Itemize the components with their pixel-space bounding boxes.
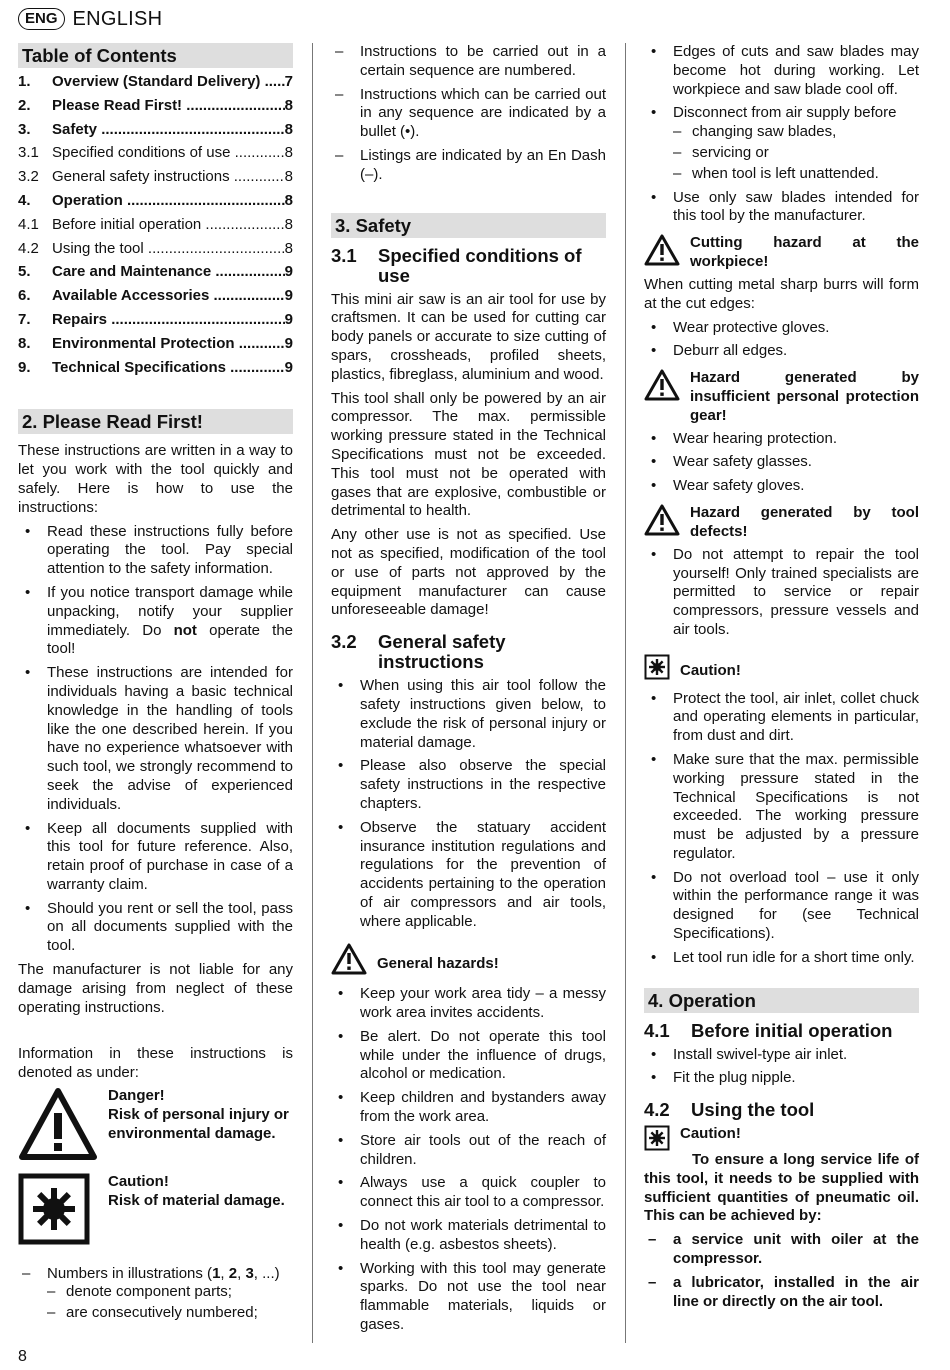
- caution-warning: Caution!: [644, 654, 919, 686]
- toc-page: 9: [284, 310, 293, 328]
- list-item: • When using this air tool follow the safety instructions given below, to exclude the risk of personal injury or material damage.: [331, 677, 606, 752]
- toc-heading: Table of Contents: [18, 43, 293, 68]
- toc-number: 3.2: [18, 168, 39, 186]
- toc-entry: [18, 260, 293, 284]
- toc-number: 4.2: [18, 239, 39, 257]
- oil-supply-options: [644, 1231, 919, 1311]
- cutting-hazard-warning: Cutting hazard at the workpiece!: [644, 234, 919, 272]
- list-item: – changing saw blades,: [673, 123, 919, 142]
- list-item: • Install swivel-type air inlet.: [644, 1046, 919, 1065]
- caution-gear-icon: [644, 654, 670, 686]
- instruction-conventions: [331, 43, 606, 185]
- toc-page: 9: [284, 287, 293, 305]
- toc-number: 6.: [18, 287, 31, 305]
- danger-legend: [18, 1087, 293, 1167]
- list-item: • If you notice transport damage while unpacking, notify your supplier immediately. Do not operate the tool!: [18, 584, 293, 659]
- toc-number: 2.: [18, 96, 31, 114]
- toc-number: 3.: [18, 120, 31, 138]
- page-number: 8: [18, 1348, 27, 1365]
- list-item: • Wear hearing protection.: [644, 430, 919, 449]
- toc-entry: [18, 308, 293, 332]
- ppe-hazard-warning: Hazard generated by insufficient personal protection gear!: [644, 369, 919, 425]
- caution-gear-icon: [18, 1173, 108, 1251]
- list-item: • Always use a quick coupler to connect this air tool to a compressor.: [331, 1174, 606, 1212]
- list-item: • Keep your work area tidy – a messy work area invites accidents.: [331, 985, 606, 1023]
- general-hazards-bullets: [331, 985, 606, 1335]
- list-item: • Please also observe the special safety instructions in the respective chapters.: [331, 757, 606, 813]
- language-label: ENGLISH: [72, 7, 163, 30]
- numbers-sublist: [47, 1283, 293, 1323]
- general-safety-bullets: [331, 677, 606, 931]
- list-item: • Do not attempt to repair the tool yourself! Only trained specialists are permitted to service or repair compressors, pressure vessels and air tools.: [644, 546, 919, 640]
- toc-number: 1.: [18, 73, 31, 90]
- list-item: • Wear safety gloves.: [644, 477, 919, 496]
- list-item: • Keep all documents supplied with this tool for future reference. Also, retain proof of purchase in case of a warranty claim.: [18, 820, 293, 895]
- list-item: • Observe the statuary accident insurance institution regulations and regulations for the prevention of accidents pertaining to the operation of air compressors and air tools, where applicable.: [331, 819, 606, 932]
- caution-bullets: [644, 690, 919, 968]
- section-heading-operation: 4. Operation: [644, 988, 919, 1013]
- read-first-bullets: [18, 523, 293, 957]
- list-item: • Deburr all edges.: [644, 342, 919, 361]
- toc-entry: [18, 94, 293, 118]
- ppe-bullets: [644, 430, 919, 496]
- info-intro: Information in these instructions is denoted as under:: [18, 1045, 293, 1082]
- toc-entry: [18, 213, 293, 237]
- liability-note: The manufacturer is not liable for any damage arising from neglect of these operating instructions.: [18, 961, 293, 1016]
- toc-number: 7.: [18, 310, 31, 328]
- warning-triangle-icon: [644, 504, 680, 542]
- toc-page: 8: [284, 239, 293, 257]
- section-heading-read-first: 2. Please Read First!: [18, 409, 293, 434]
- toc-title: General safety instructions .....: [52, 165, 285, 189]
- toc-page: 7: [284, 73, 293, 90]
- toc-page: 8: [284, 191, 293, 209]
- list-item: • Do not work materials detrimental to health (e.g. asbestos sheets).: [331, 1217, 606, 1255]
- subheading-general-safety: 3.2 General safety instructions: [331, 631, 506, 673]
- list-item: – Numbers in illustrations (1, 2, 3, ...) – denote component parts; – are consecutively numbered;: [18, 1265, 293, 1323]
- column-divider: [625, 43, 626, 1343]
- toc-title: Operation .....: [52, 189, 285, 213]
- toc-title: Technical Specifications .....: [52, 356, 285, 380]
- toc-title: Please Read First! .....: [52, 94, 285, 118]
- numbers-list: [18, 1265, 293, 1323]
- paragraph: This mini air saw is an air tool for use by craftsmen. It can be used for cutting car body panels or accurate to size cutting of spars, crossheads, profiled sheets, plastics, fibreglass, aluminium and wood.: [331, 290, 606, 383]
- toc-title: Repairs .....: [52, 308, 285, 332]
- toc-title: Available Accessories .....: [52, 284, 285, 308]
- using-caution-text: To ensure a long service life of this tool, it needs to be supplied with sufficient quantities of pneumatic oil. This can be achieved by:: [644, 1151, 919, 1225]
- toc-entry: [18, 189, 293, 213]
- toc-number: 9.: [18, 358, 31, 376]
- toc-title: Using the tool .....: [52, 237, 285, 261]
- list-item: • Protect the tool, air inlet, collet chuck and operating elements in particular, from dust and dirt.: [644, 690, 919, 746]
- column-divider: [312, 43, 313, 1343]
- toc-number: 5.: [18, 263, 31, 281]
- toc-page: 8: [284, 215, 293, 233]
- list-item: – denote component parts;: [47, 1283, 293, 1302]
- toc-number: 4.: [18, 191, 31, 209]
- toc-title: Safety .....: [52, 118, 285, 142]
- warning-triangle-icon: [644, 234, 680, 272]
- caution-legend-text: [108, 1173, 285, 1251]
- list-item: • Fit the plug nipple.: [644, 1069, 919, 1088]
- toc-entry: [18, 332, 293, 356]
- cutting-bullets: [644, 319, 919, 362]
- toc-page: 8: [284, 96, 293, 114]
- list-item: – Listings are indicated by an En Dash (–).: [331, 147, 606, 185]
- danger-triangle-icon: [18, 1087, 108, 1167]
- toc-page: 8: [284, 168, 293, 186]
- list-item: • Wear safety glasses.: [644, 453, 919, 472]
- toc-page: 8: [284, 120, 293, 138]
- defect-hazard-warning: Hazard generated by tool defects!: [644, 504, 919, 542]
- toc-entry: [18, 118, 293, 142]
- disconnect-sublist: [673, 123, 919, 183]
- caution-title: Caution!: [108, 1172, 169, 1190]
- toc-number: 3.1: [18, 144, 39, 162]
- safety-bullets-a: [644, 43, 919, 226]
- list-item: • Use only saw blades intended for this tool by the manufacturer.: [644, 189, 919, 227]
- list-item: • These instructions are intended for individuals having a basic technical knowledge in the handling of tools like the one described herein. If you have no experience whatsoever with such tool, we strongly recommend to seek the advise of experienced individuals.: [18, 664, 293, 814]
- subheading-specified-use: 3.1 Specified conditions of use: [331, 244, 582, 286]
- paragraph: Any other use is not as specified. Use not as specified, modification of the tool or use of parts not approved by the equipment manufacturer can cause unforeseeable damage!: [331, 526, 606, 619]
- toc-page: 8: [284, 144, 293, 162]
- list-item: • Edges of cuts and saw blades may become hot during working. Let workpiece and saw blade cool off.: [644, 43, 919, 99]
- toc-title: Care and Maintenance .....: [52, 260, 285, 284]
- list-item: – Instructions which can be carried out in any sequence are indicated by a bullet (•).: [331, 86, 606, 142]
- cutting-text: When cutting metal sharp burrs will form at the cut edges:: [644, 275, 919, 312]
- list-item: • Disconnect from air supply before – changing saw blades, – servicing or – when tool is left unattended.: [644, 104, 919, 183]
- column-2: [331, 43, 606, 1340]
- warning-triangle-icon: [644, 369, 680, 407]
- caution-gear-icon: [644, 1125, 670, 1157]
- toc-entry: [18, 237, 293, 261]
- read-first-intro: These instructions are written in a way to let you work with the tool quickly and safely. Here is how to use the instructions:: [18, 442, 293, 516]
- toc-title: Environmental Protection .....: [52, 332, 285, 356]
- language-badge: ENG: [18, 8, 65, 30]
- toc-number: 8.: [18, 334, 31, 352]
- section-heading-safety: 3. Safety: [331, 213, 606, 238]
- list-item: • Read these instructions fully before operating the tool. Pay special attention to the safety information.: [18, 523, 293, 579]
- page-header: [18, 8, 162, 30]
- caution-text: Risk of material damage.: [108, 1191, 285, 1209]
- column-1: [18, 43, 293, 1328]
- toc-entry: [18, 284, 293, 308]
- caution-legend: [18, 1173, 293, 1251]
- general-hazards-warning: General hazards!: [331, 943, 606, 981]
- paragraph: This tool shall only be powered by an air compressor. The max. permissible working pressure stated in the Technical Specifications must not be exceeded. This tool must not be operated with gases that are explosive, combustible or detrimental to health.: [331, 389, 606, 520]
- list-item: – Instructions to be carried out in a certain sequence are numbered.: [331, 43, 606, 81]
- column-3: [644, 43, 919, 1316]
- before-operation-bullets: [644, 1046, 919, 1089]
- list-item: • Be alert. Do not operate this tool while under the influence of drugs, alcohol or medication.: [331, 1028, 606, 1084]
- list-item: – servicing or: [673, 144, 919, 163]
- subheading-before-initial-operation: 4.1 Before initial operation: [644, 1019, 893, 1041]
- toc-page: 9: [284, 334, 293, 352]
- list-item: • Should you rent or sell the tool, pass on all documents supplied with the tool.: [18, 900, 293, 956]
- warning-triangle-icon: [331, 943, 367, 981]
- toc-page: 9: [284, 358, 293, 376]
- toc-title: Specified conditions of use .....: [52, 141, 285, 165]
- list-item: • Make sure that the max. permissible working pressure stated in the Technical Specifications is not exceeded. The working pressure must be adjusted by a pressure regulator.: [644, 751, 919, 864]
- danger-legend-text: [108, 1087, 293, 1167]
- toc-entry: [18, 70, 293, 94]
- list-item: • Working with this tool may generate sparks. Do not use the tool near flammable materials, liquids or gases.: [331, 1260, 606, 1335]
- toc-title: Before initial operation .....: [52, 213, 285, 237]
- toc-page: 9: [284, 263, 293, 281]
- toc-entry: [18, 356, 293, 380]
- list-item: – when tool is left unattended.: [673, 165, 919, 184]
- list-item: – a lubricator, installed in the air line or directly on the air tool.: [644, 1274, 919, 1312]
- list-item: • Let tool run idle for a short time only.: [644, 949, 919, 968]
- danger-text: Risk of personal injury or environmental damage.: [108, 1105, 289, 1142]
- toc-entry: [18, 141, 293, 165]
- danger-title: Danger!: [108, 1087, 165, 1105]
- list-item: – are consecutively numbered;: [47, 1304, 293, 1323]
- list-item: • Wear protective gloves.: [644, 319, 919, 338]
- toc-number: 4.1: [18, 215, 39, 233]
- list-item: • Keep children and bystanders away from the work area.: [331, 1089, 606, 1127]
- table-of-contents: [18, 70, 293, 379]
- list-item: • Do not overload tool – use it only within the performance range it was designed for (see Technical Specifications).: [644, 869, 919, 944]
- list-item: • Store air tools out of the reach of children.: [331, 1132, 606, 1170]
- toc-title: Overview (Standard Delivery) .....: [52, 70, 285, 94]
- using-caution: Caution!: [644, 1125, 919, 1157]
- list-item: – a service unit with oiler at the compressor.: [644, 1231, 919, 1269]
- defect-bullets: [644, 546, 919, 640]
- subheading-using-the-tool: 4.2 Using the tool: [644, 1099, 815, 1121]
- toc-entry: [18, 165, 293, 189]
